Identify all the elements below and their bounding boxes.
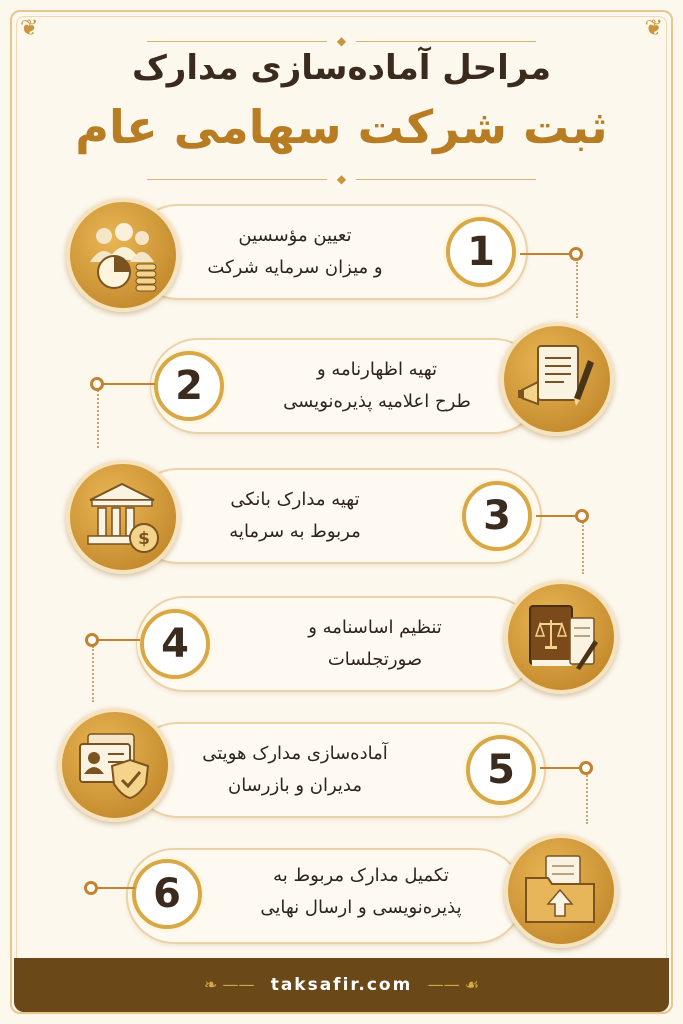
folder-upload-icon bbox=[504, 834, 618, 948]
connector-line bbox=[97, 390, 99, 448]
connector-line bbox=[536, 515, 576, 517]
top-ornament: ◆ bbox=[0, 34, 683, 48]
title-line-1: مراحل آماده‌سازی مدارک bbox=[131, 48, 552, 88]
step-3-number: 3 bbox=[462, 481, 532, 551]
footer-bar bbox=[14, 958, 669, 1012]
step-1-line-1: تعیین مؤسسین bbox=[238, 225, 352, 246]
step-4-line-1: تنظیم اساسنامه و bbox=[308, 617, 442, 638]
connector-line bbox=[98, 639, 140, 641]
connector-dot bbox=[85, 633, 99, 647]
footer-ornament-icon: —— ☙ bbox=[427, 975, 479, 994]
step-1-text bbox=[150, 220, 440, 284]
step-6-number: 6 bbox=[132, 859, 202, 929]
declaration-document-icon bbox=[500, 322, 614, 436]
step-3-line-1: تهیه مدارک بانکی bbox=[230, 489, 360, 510]
id-shield-icon bbox=[58, 708, 172, 822]
step-1-number: 1 bbox=[446, 217, 516, 287]
step-2-text bbox=[232, 354, 522, 418]
connector-dot bbox=[569, 247, 583, 261]
connector-line bbox=[586, 772, 588, 824]
connector-line bbox=[540, 767, 580, 769]
step-4-text bbox=[230, 612, 520, 676]
corner-ornament-icon: ❦ bbox=[644, 16, 663, 41]
connector-dot bbox=[579, 761, 593, 775]
step-6-line-2: پذیره‌نویسی و ارسال نهایی bbox=[260, 897, 462, 918]
step-5-line-1: آماده‌سازی مدارک هویتی bbox=[202, 743, 388, 764]
step-1-line-2: و میزان سرمایه شرکت bbox=[207, 257, 383, 278]
step-6-line-1: تکمیل مدارک مربوط به bbox=[273, 865, 449, 886]
step-2-number: 2 bbox=[154, 351, 224, 421]
step-4-number: 4 bbox=[140, 609, 210, 679]
step-6-text bbox=[216, 860, 506, 924]
connector-line bbox=[97, 887, 135, 889]
connector-dot bbox=[90, 377, 104, 391]
connector-line bbox=[520, 253, 570, 255]
law-book-icon bbox=[504, 580, 618, 694]
connector-line bbox=[92, 646, 94, 702]
step-5-line-2: مدیران و بازرسان bbox=[227, 775, 363, 796]
footer-website-link[interactable]: taksafir.com bbox=[270, 975, 413, 995]
step-5-number: 5 bbox=[466, 735, 536, 805]
step-2-line-1: تهیه اظهارنامه و bbox=[316, 359, 438, 380]
connector-dot bbox=[575, 509, 589, 523]
founders-capital-icon bbox=[66, 198, 180, 312]
step-3-line-2: مربوط به سرمایه bbox=[229, 521, 361, 542]
title-divider: ◆ bbox=[0, 172, 683, 186]
step-4-line-2: صورتجلسات bbox=[327, 649, 423, 670]
step-2-line-2: طرح اعلامیه پذیره‌نویسی bbox=[283, 391, 471, 412]
svg-text:$: $ bbox=[138, 529, 150, 549]
bank-icon bbox=[66, 460, 180, 574]
footer-ornament-icon: ❧ —— bbox=[204, 975, 255, 994]
corner-ornament-icon: ❦ bbox=[20, 16, 39, 41]
connector-line bbox=[582, 522, 584, 574]
connector-line bbox=[576, 262, 578, 318]
step-3-text bbox=[150, 484, 440, 548]
step-5-text bbox=[150, 738, 440, 802]
title-line-2: ثبت شرکت سهامی عام bbox=[75, 100, 608, 154]
connector-line bbox=[103, 383, 155, 385]
connector-dot bbox=[84, 881, 98, 895]
